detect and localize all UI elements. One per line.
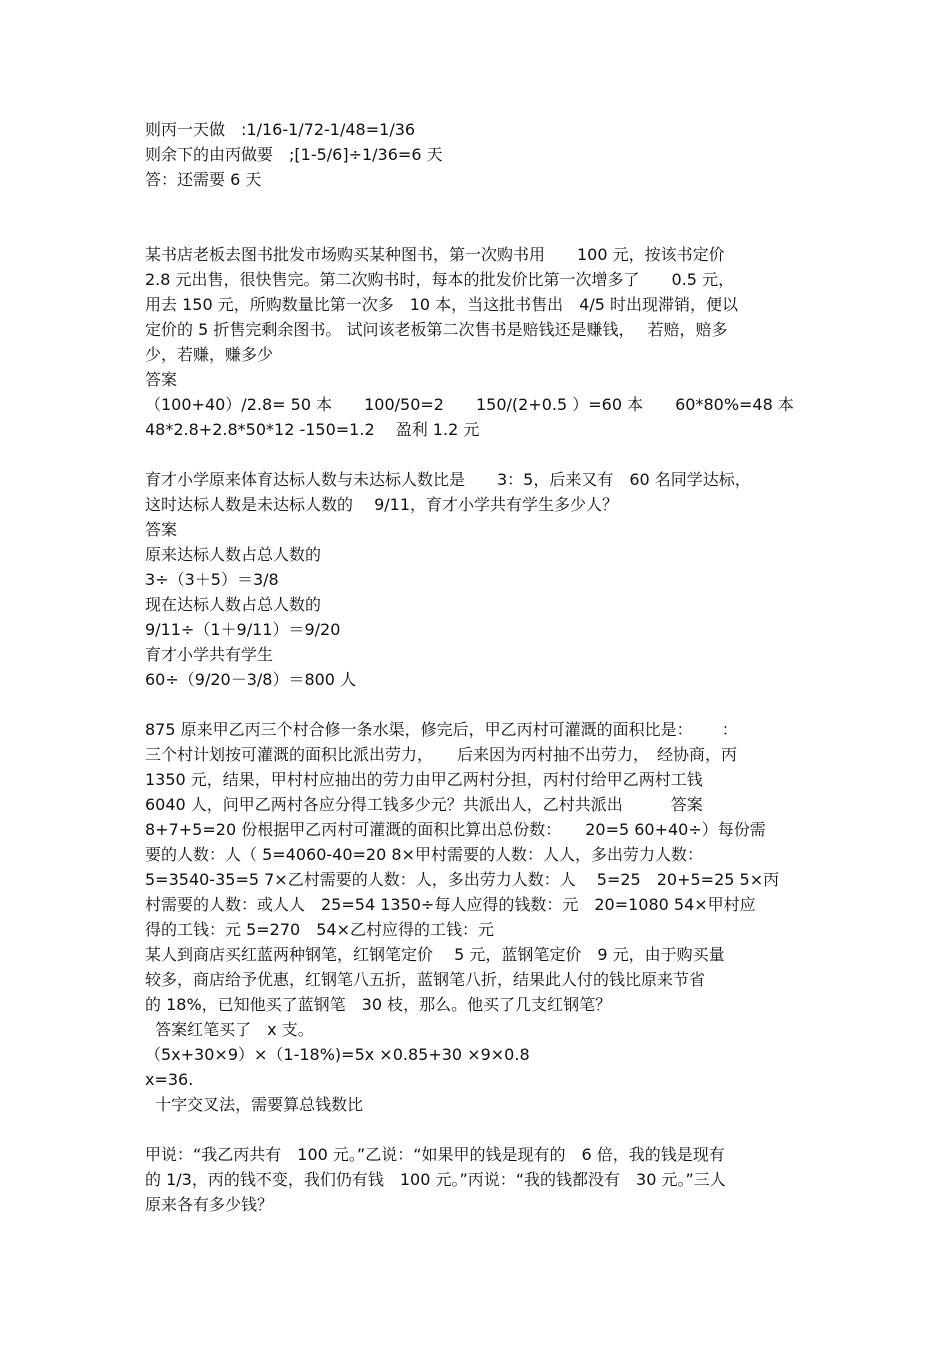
text-line: 十字交叉法，需要算总钱数比 xyxy=(145,1095,364,1114)
text-line: 要的人数：人（ 5=4060-40=20 8×甲村需要的人数：人人，多出劳力人数： xyxy=(145,845,703,864)
text-line: 9/11÷（1＋9/11）＝9/20 xyxy=(145,620,341,639)
text-line: 现在达标人数占总人数的 xyxy=(145,595,322,614)
text-line: 的 1/3，丙的钱不变，我们仍有钱 100 元。”丙说：“我的钱都没有 30 元。”三人 xyxy=(145,1170,726,1189)
text-line: 2.8 元出售，很快售完。第二次购书时，每本的批发价比第一次增多了 0.5 元， xyxy=(145,270,735,289)
text-line: （5x+30×9）×（1-18%)=5x ×0.85+30 ×9×0.8 xyxy=(145,1045,530,1064)
text-line: 875 原来甲乙丙三个村合修一条水渠，修完后，甲乙丙村可灌溉的面积比是： ： xyxy=(145,720,738,739)
text-line: 某书店老板去图书批发市场购买某种图书，第一次购书用 100 元，按该书定价 xyxy=(145,245,725,264)
text-line: x=36. xyxy=(145,1070,194,1089)
text-line: 三个村计划按可灌溉的面积比派出劳力， 后来因为丙村抽不出劳力， 经协商，丙 xyxy=(145,745,738,764)
text-line: 答案 xyxy=(145,520,178,539)
text-line: 答案 xyxy=(145,370,178,389)
text-line: 少，若赚，赚多少 xyxy=(145,345,274,364)
text-line: 甲说：“我乙丙共有 100 元。”乙说：“如果甲的钱是现有的 6 倍，我的钱是现有 xyxy=(145,1145,725,1164)
text-line: 1350 元，结果，甲村村应抽出的劳力由甲乙两村分担，丙村付给甲乙两村工钱 xyxy=(145,770,703,789)
text-line: 答案红笔买了 x 支。 xyxy=(145,1020,314,1039)
text-line: 定价的 5 折售完剩余图书。 试问该老板第二次售书是赔钱还是赚钱， 若赔，赔多 xyxy=(145,320,728,339)
text-line: 育才小学原来体育达标人数与未达标人数比是 3：5，后来又有 60 名同学达标， xyxy=(145,470,751,489)
text-line: 则余下的由丙做要 ;[1-5/6]÷1/36=6 天 xyxy=(145,145,443,164)
text-line: 得的工钱：元 5=270 54×乙村应得的工钱：元 xyxy=(145,920,494,939)
text-line: 的 18%，已知他买了蓝钢笔 30 枝，那么。他买了几支红钢笔？ xyxy=(145,995,612,1014)
text-line: 原来达标人数占总人数的 xyxy=(145,545,322,564)
text-line: 6040 人，问甲乙两村各应分得工钱多少元？共派出人，乙村共派出 答案 xyxy=(145,795,703,814)
text-line: （100+40）/2.8= 50 本 100/50=2 150/(2+0.5 ）=60 本 60*80%=48 本 xyxy=(145,395,794,414)
text-line: 3÷（3＋5）＝3/8 xyxy=(145,570,279,589)
text-line: 用去 150 元，所购数量比第一次多 10 本，当这批书售出 4/5 时出现滞销，便以 xyxy=(145,295,738,314)
text-line: 育才小学共有学生 xyxy=(145,645,274,664)
text-line: 5=3540-35=5 7×乙村需要的人数：人，多出劳力人数：人 5=25 20+5=25 5×丙 xyxy=(145,870,780,889)
text-line: 村需要的人数：或人人 25=54 1350÷每人应得的钱数：元 20=1080 54×甲村应 xyxy=(145,895,756,914)
text-line: 某人到商店买红蓝两种钢笔，红钢笔定价 5 元，蓝钢笔定价 9 元，由于购买量 xyxy=(145,945,725,964)
text-line: 60÷（9/20－3/8）＝800 人 xyxy=(145,670,357,689)
text-line: 则丙一天做 :1/16-1/72-1/48=1/36 xyxy=(145,120,416,139)
text-line: 8+7+5=20 份根据甲乙丙村可灌溉的面积比算出总份数： 20=5 60+40÷）每份需 xyxy=(145,820,766,839)
text-line: 这时达标人数是未达标人数的 9/11，育才小学共有学生多少人？ xyxy=(145,495,619,514)
text-line: 较多，商店给予优惠，红钢笔八五折，蓝钢笔八折，结果此人付的钱比原来节省 xyxy=(145,970,706,989)
text-line: 答：还需要 6 天 xyxy=(145,170,262,189)
text-line: 48*2.8+2.8*50*12 -150=1.2 盈利 1.2 元 xyxy=(145,420,480,439)
text-line: 原来各有多少钱？ xyxy=(145,1195,274,1214)
